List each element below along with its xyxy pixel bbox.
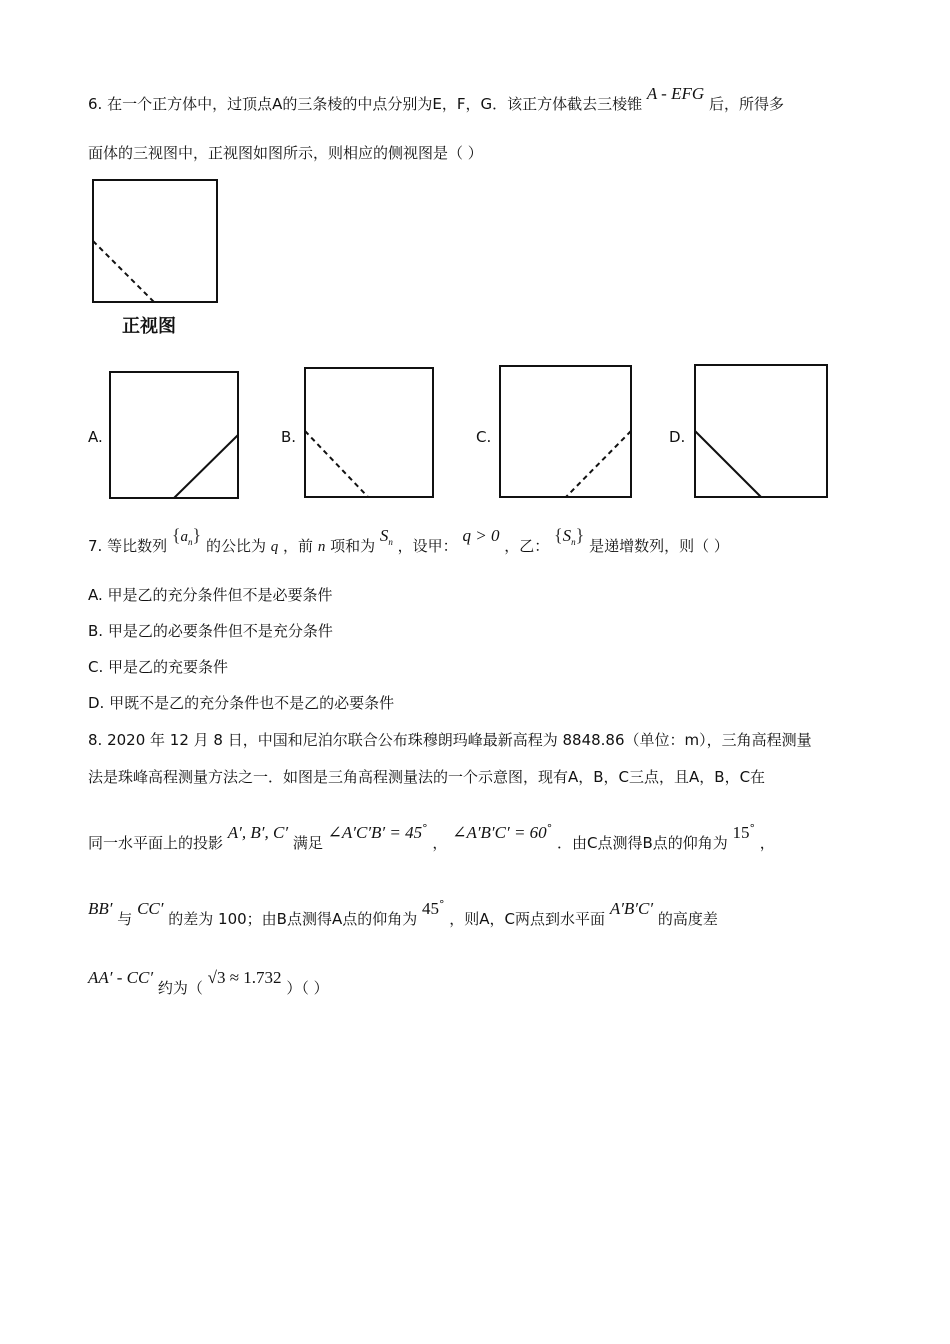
front-view-caption: 正视图	[122, 316, 176, 337]
option-d-label: D.	[669, 428, 686, 446]
q8-l4-cc: CC′	[137, 899, 164, 918]
q7-text-2: 的公比为	[205, 537, 266, 555]
front-view-figure	[92, 179, 220, 305]
q8-l4-plane: A′B′C′	[609, 899, 654, 918]
q6-line1	[88, 84, 784, 114]
q7-text-7: 是递增数列，则（ ）	[589, 537, 729, 555]
q8-line5	[88, 968, 329, 998]
q8-l3-text-d: ．由C点测得B点的仰角为	[556, 834, 728, 852]
q8-l3-text-a: 同一水平面上的投影	[88, 834, 224, 852]
q7-choice-b: B. 甲是乙的必要条件但不是充分条件	[88, 622, 333, 640]
q6-line2-text: 面体的三视图中，正视图如图所示，则相应的侧视图是（ ）	[88, 144, 483, 162]
q7-text-6: ，乙：	[504, 537, 550, 555]
q7-text-3: ，前	[283, 537, 314, 555]
q6-formula: A - EFG	[646, 84, 705, 103]
q8-l4-angle: 45°	[422, 898, 445, 918]
q8-l5-sqrt: √3 ≈ 1.732	[207, 968, 282, 987]
option-d-figure	[694, 364, 830, 500]
q7-choice-d: D. 甲既不是乙的充分条件也不是乙的必要条件	[88, 694, 395, 712]
option-c-label: C.	[476, 428, 492, 446]
q7-choice-a: A. 甲是乙的充分条件但不是必要条件	[88, 586, 333, 604]
q7-condition: q > 0	[462, 526, 500, 545]
q8-line4	[88, 898, 718, 929]
q8-line2: 法是珠峰高程测量方法之一．如图是三角高程测量法的一个示意图，现有A，B，C三点，且A，B，C在	[88, 768, 766, 786]
q7-an: $\{a_n\}$	[171, 525, 202, 547]
q8-l3-angle3: 15°	[732, 822, 756, 842]
q8-l5-diff: AA′ - CC′	[88, 968, 154, 987]
q8-line3	[88, 822, 775, 853]
q6-line1-tail: 后，所得多	[708, 95, 784, 113]
option-c-figure	[499, 365, 634, 500]
q7-text-4: 项和为	[330, 537, 376, 555]
q7-n: n	[317, 539, 326, 555]
q8-l3-angle2: ∠A′B′C′ = 60°	[452, 822, 553, 842]
q8-l3-text-c: ，	[432, 834, 448, 852]
q8-l3-points: A′, B′, C′	[227, 823, 289, 842]
q6-line1-text: 6. 在一个正方体中，过顶点A的三条棱的中点分别为E，F，G．该正方体截去三棱锥	[88, 95, 643, 113]
q8-l3-text-e: ，	[759, 834, 775, 852]
q7-stem	[88, 525, 729, 562]
q7-text-1: 7. 等比数列	[88, 537, 168, 555]
option-b-label: B.	[281, 428, 297, 446]
q7-q: q	[270, 539, 279, 555]
option-b-figure	[304, 367, 435, 500]
q8-line1: 8. 2020 年 12 月 8 日，中国和尼泊尔联合公布珠穆朗玛峰最新高程为 8848.86（单位：m），三角高程测量	[88, 731, 812, 749]
q7-sn-seq: $\{S_n\}$	[554, 525, 585, 547]
q7-choice-c: C. 甲是乙的充要条件	[88, 658, 229, 676]
q6-line2	[88, 143, 483, 163]
option-a-figure	[109, 371, 240, 501]
q8-l5-text-b: ）（ ）	[286, 979, 329, 997]
q8-l4-text-a: 与	[117, 910, 133, 928]
option-a-label: A.	[88, 428, 103, 446]
q8-l4-text-b: 的差为 100；由B点测得A点的仰角为	[168, 910, 418, 928]
q8-l3-angle1: ∠A′C′B′ = 45°	[327, 822, 428, 842]
q7-sn: $S_n$	[379, 526, 393, 547]
q8-l4-bb: BB′	[88, 899, 113, 918]
q7-text-5: ，设甲：	[397, 537, 458, 555]
q8-l5-text-a: 约为（	[157, 979, 203, 997]
q8-l3-text-b: 满足	[292, 834, 323, 852]
q8-l4-text-d: 的高度差	[657, 910, 718, 928]
q8-l4-text-c: ，则A，C两点到水平面	[449, 910, 606, 928]
